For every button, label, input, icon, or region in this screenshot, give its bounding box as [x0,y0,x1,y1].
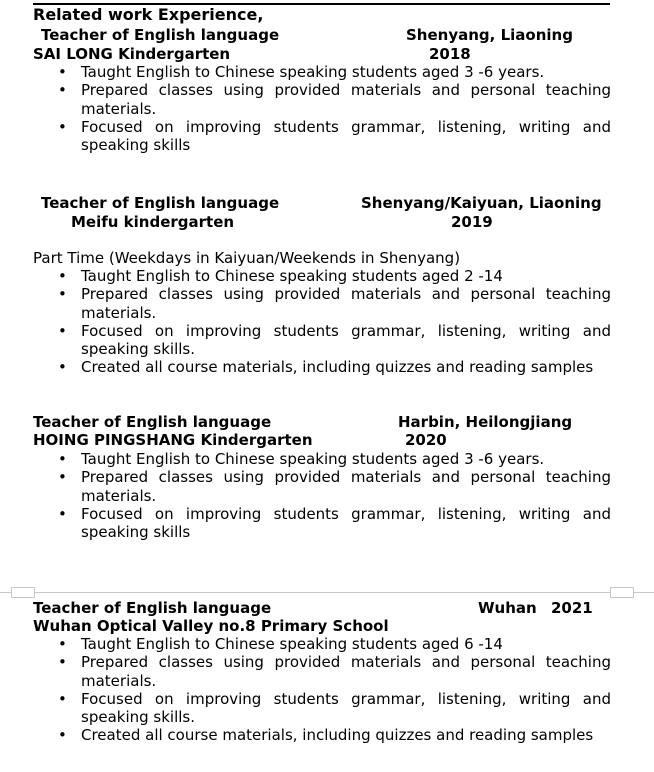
job-4-bullet: • Prepared classes using provided materials and personal teaching materials. [57,653,611,690]
job-2-bullet: • Created all course materials, including quizzes and reading samples [57,358,611,376]
job-3-title: Teacher of English language [33,413,272,431]
job-4-bullet: • Created all course materials, including quizzes and reading samples [57,726,611,744]
job-1-bullet: • Taught English to Chinese speaking students aged 3 -6 years. [57,63,611,81]
job-4-employer: Wuhan Optical Valley no.8 Primary School [33,617,389,635]
page-break-line [0,592,654,593]
job-3-bullet: • Prepared classes using provided materials and personal teaching materials. [57,468,611,505]
right-margin-marker [610,587,634,598]
job-2-bullet: • Taught English to Chinese speaking students aged 2 -14 [57,267,611,285]
job-4-bullet-list [57,635,611,745]
job-1-year: 2018 [429,45,471,63]
job-3-location: Harbin, Heilongjiang [398,413,573,431]
job-1-bullet: • Focused on improving students grammar, listening, writing and speaking skills [57,118,611,155]
job-3-year: 2020 [405,431,447,449]
job-3-bullet: • Focused on improving students grammar, listening, writing and speaking skills [57,505,611,542]
job-3-bullet-list [57,450,611,541]
job-1-bullet: • Prepared classes using provided materials and personal teaching materials. [57,81,611,118]
job-4-bullet: • Taught English to Chinese speaking students aged 6 -14 [57,635,611,653]
job-1-employer: SAI LONG Kindergarten [33,45,231,63]
job-1-location: Shenyang, Liaoning [406,26,573,44]
job-4-year: 2021 [551,599,593,617]
job-1-title: Teacher of English language [41,26,280,44]
job-1-bullet-list [57,63,611,154]
job-2-title: Teacher of English language [41,194,280,212]
job-2-note: Part Time (Weekdays in Kaiyuan/Weekends in Shenyang) [33,249,461,267]
section-title: Related work Experience, [33,5,264,24]
job-2-bullet: • Focused on improving students grammar, listening, writing and speaking skills. [57,322,611,359]
job-4-location: Wuhan [478,599,537,617]
job-4-bullet: • Focused on improving students grammar, listening, writing and speaking skills. [57,690,611,727]
left-margin-marker [11,587,35,598]
job-2-bullet: • Prepared classes using provided materials and personal teaching materials. [57,285,611,322]
job-3-bullet: • Taught English to Chinese speaking students aged 3 -6 years. [57,450,611,468]
job-2-bullet-list [57,267,611,377]
job-2-year: 2019 [451,213,493,231]
job-2-employer: Meifu kindergarten [71,213,235,231]
job-4-title: Teacher of English language [33,599,272,617]
job-2-location: Shenyang/Kaiyuan, Liaoning [361,194,602,212]
job-3-employer: HOING PINGSHANG Kindergarten [33,431,313,449]
